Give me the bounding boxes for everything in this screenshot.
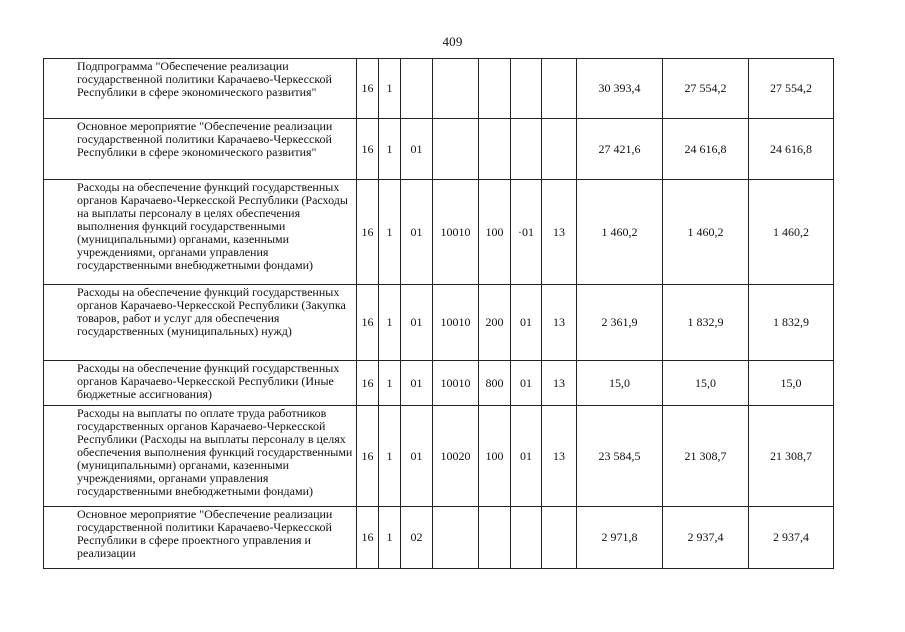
- row-name: Расходы на обеспечение функций государственных органов Карачаево-Черкесской Республики (Расходы на выплаты персоналу в целях обеспечения выполнения функций государственными (муниципальными) органами, казенными учреждениями, органами управления государственными внебюджетными фондами): [44, 180, 357, 285]
- code-cell: 01: [511, 285, 542, 361]
- code-cell: [542, 507, 577, 569]
- table-row: [44, 285, 834, 361]
- amount-cell: 2 971,8: [577, 507, 663, 569]
- code-cell: 1: [379, 361, 401, 406]
- code-cell: 800: [479, 361, 511, 406]
- amount-cell: 15,0: [663, 361, 749, 406]
- code-cell: [479, 119, 511, 180]
- amount-cell: 1 460,2: [663, 180, 749, 285]
- code-cell: [479, 507, 511, 569]
- row-name: Подпрограмма "Обеспечение реализации государственной политики Карачаево-Черкесской Республики в сфере экономического развития": [44, 59, 357, 119]
- code-cell: [511, 59, 542, 119]
- code-cell: 01: [511, 361, 542, 406]
- code-cell: 01: [401, 119, 433, 180]
- row-name: Расходы на обеспечение функций государственных органов Карачаево-Черкесской Республики (Закупка товаров, работ и услуг для обеспечения государственных (муниципальных) нужд): [44, 285, 357, 361]
- code-cell: 10020: [433, 406, 479, 507]
- code-cell: 13: [542, 406, 577, 507]
- amount-cell: 24 616,8: [749, 119, 834, 180]
- amount-cell: 24 616,8: [663, 119, 749, 180]
- code-cell: 16: [357, 361, 379, 406]
- amount-cell: 21 308,7: [663, 406, 749, 507]
- amount-cell: 1 460,2: [577, 180, 663, 285]
- code-cell: 13: [542, 285, 577, 361]
- amount-cell: 30 393,4: [577, 59, 663, 119]
- code-cell: ·01: [511, 180, 542, 285]
- code-cell: 16: [357, 119, 379, 180]
- code-cell: 1: [379, 180, 401, 285]
- amount-cell: 27 554,2: [749, 59, 834, 119]
- row-name: Расходы на выплаты по оплате труда работников государственных органов Карачаево-Черкесской Республики (Расходы на выплаты персоналу в целях обеспечения выполнения функций государственными (муниципальными) органами, казенными учреждениями, органами управления государственными внебюджетными фондами): [44, 406, 357, 507]
- amount-cell: 1 460,2: [749, 180, 834, 285]
- page-number: 409: [442, 34, 463, 49]
- table-row: [44, 507, 834, 569]
- code-cell: 01: [401, 406, 433, 507]
- code-cell: 16: [357, 180, 379, 285]
- table-row: [44, 119, 834, 180]
- code-cell: 16: [357, 285, 379, 361]
- code-cell: 1: [379, 507, 401, 569]
- code-cell: 01: [401, 180, 433, 285]
- amount-cell: 21 308,7: [749, 406, 834, 507]
- row-name: Расходы на обеспечение функций государственных органов Карачаево-Черкесской Республики (Иные бюджетные ассигнования): [44, 361, 357, 406]
- code-cell: 10010: [433, 180, 479, 285]
- amount-cell: 2 361,9: [577, 285, 663, 361]
- code-cell: [433, 507, 479, 569]
- code-cell: 1: [379, 285, 401, 361]
- code-cell: [511, 119, 542, 180]
- amount-cell: 15,0: [749, 361, 834, 406]
- table-row: [44, 59, 834, 119]
- code-cell: 13: [542, 180, 577, 285]
- budget-table: [43, 58, 834, 569]
- table-row: [44, 180, 834, 285]
- code-cell: 100: [479, 406, 511, 507]
- amount-cell: 2 937,4: [663, 507, 749, 569]
- code-cell: 16: [357, 507, 379, 569]
- code-cell: [479, 59, 511, 119]
- code-cell: 01: [511, 406, 542, 507]
- code-cell: [511, 507, 542, 569]
- code-cell: 13: [542, 361, 577, 406]
- code-cell: 16: [357, 406, 379, 507]
- row-name: Основное мероприятие "Обеспечение реализации государственной политики Карачаево-Черкесской Республики в сфере экономического развития": [44, 119, 357, 180]
- code-cell: 01: [401, 285, 433, 361]
- amount-cell: 1 832,9: [749, 285, 834, 361]
- amount-cell: 15,0: [577, 361, 663, 406]
- code-cell: 200: [479, 285, 511, 361]
- amount-cell: 27 554,2: [663, 59, 749, 119]
- code-cell: 16: [357, 59, 379, 119]
- code-cell: [433, 119, 479, 180]
- row-name: Основное мероприятие "Обеспечение реализации государственной политики Карачаево-Черкесской Республики в сфере проектного управления и реализации: [44, 507, 357, 569]
- code-cell: 1: [379, 59, 401, 119]
- code-cell: [542, 59, 577, 119]
- code-cell: 10010: [433, 361, 479, 406]
- code-cell: 1: [379, 119, 401, 180]
- amount-cell: 2 937,4: [749, 507, 834, 569]
- amount-cell: 23 584,5: [577, 406, 663, 507]
- code-cell: [433, 59, 479, 119]
- table-row: [44, 361, 834, 406]
- code-cell: 100: [479, 180, 511, 285]
- code-cell: 02: [401, 507, 433, 569]
- table-row: [44, 406, 834, 507]
- code-cell: [401, 59, 433, 119]
- amount-cell: 1 832,9: [663, 285, 749, 361]
- code-cell: [542, 119, 577, 180]
- code-cell: 01: [401, 361, 433, 406]
- code-cell: 10010: [433, 285, 479, 361]
- code-cell: 1: [379, 406, 401, 507]
- amount-cell: 27 421,6: [577, 119, 663, 180]
